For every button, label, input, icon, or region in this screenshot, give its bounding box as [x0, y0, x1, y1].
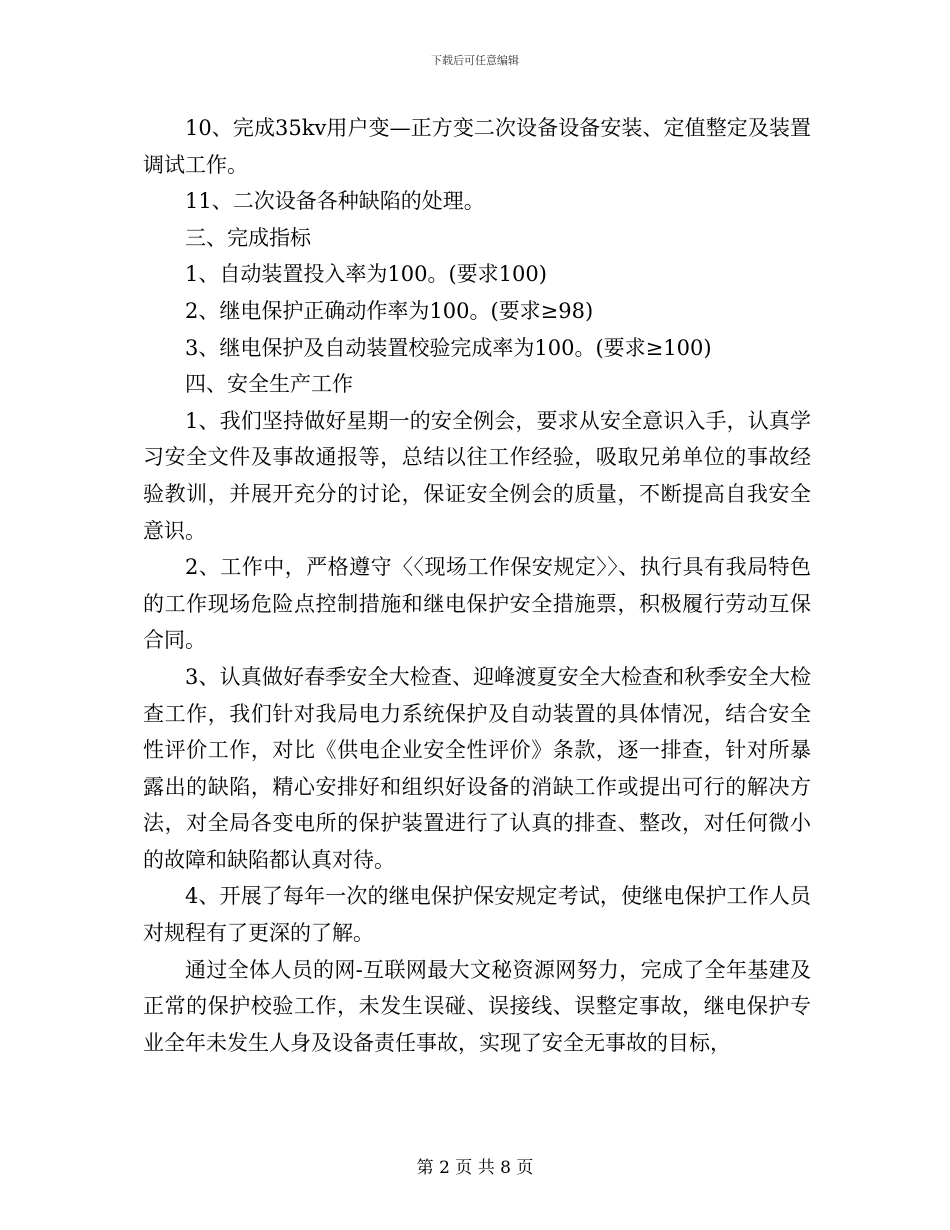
summary-paragraph: 通过全体人员的网-互联网最大文秘资源网努力，完成了全年基建及正常的保护校验工作，未发生误碰、误接线、误整定事故，继电保护专业全年未发生人身及设备责任事故，实现了安全无事故的目标，	[143, 957, 811, 1055]
page-header-note: 下载后可任意编辑	[431, 54, 519, 67]
indicator-item-1: 1、自动装置投入率为100。(要求100)	[185, 262, 547, 287]
section-heading-completion-indicators: 三、完成指标	[185, 225, 311, 250]
page-footer-number: 第 2 页 共 8 页	[416, 1158, 534, 1178]
safety-item-2: 2、工作中，严格遵守〈〈现场工作保安规定〉〉、执行具有我局特色的工作现场危险点控制措施和继电保护安全措施票，积极履行劳动互保合同。	[143, 555, 811, 653]
indicator-item-3: 3、继电保护及自动装置校验完成率为100。(要求≥100)	[185, 335, 712, 360]
paragraph-item-11: 11、二次设备各种缺陷的处理。	[185, 189, 485, 214]
indicator-item-2: 2、继电保护正确动作率为100。(要求≥98)	[185, 298, 594, 323]
section-heading-safety-work: 四、安全生产工作	[185, 372, 353, 397]
safety-item-1: 1、我们坚持做好星期一的安全例会，要求从安全意识入手，认真学习安全文件及事故通报等，总结以往工作经验，吸取兄弟单位的事故经验教训，并展开充分的讨论，保证安全例会的质量，不断提高自我安全意识。	[143, 408, 811, 543]
safety-item-3: 3、认真做好春季安全大检查、迎峰渡夏安全大检查和秋季安全大检查工作，我们针对我局电力系统保护及自动装置的具体情况，结合安全性评价工作，对比《供电企业安全性评价》条款，逐一排查，针对所暴露出的缺陷，精心安排好和组织好设备的消缺工作或提出可行的解决方法，对全局各变电所的保护装置进行了认真的排查、整改，对任何微小的故障和缺陷都认真对待。	[143, 664, 811, 872]
document-body	[143, 110, 811, 1061]
safety-item-4: 4、开展了每年一次的继电保护保安规定考试，使继电保护工作人员对规程有了更深的了解。	[143, 884, 811, 946]
paragraph-item-10: 10、完成35kv用户变—正方变二次设备设备安装、定值整定及装置调试工作。	[143, 116, 811, 177]
